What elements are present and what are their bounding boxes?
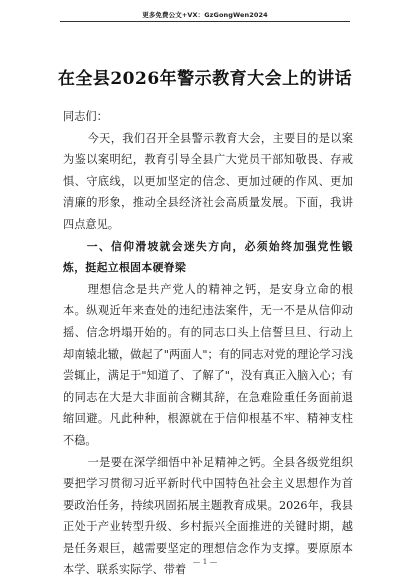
salutation: 同志们：: [63, 106, 353, 128]
paragraph-body-1: 理想信念是共产党人的精神之钙，是安身立命的根本。纵观近年来查处的违纪违法案件，无一不是从信仰动摇、信念坍塌开始的。有的同志口头上信誓旦旦、行动上却南辕北辙，做起了"两面人"；有的同志对党的理论学习浅尝辄止，满足于"知道了、了解了"，没有真正入脑入心；有的同志在大是大非面前含糊其辞，在急难险重任务面前退缩回避。凡此种种，根源就在于信仰根基不牢、精神支柱不稳。: [63, 279, 353, 452]
paragraph-intro: 今天，我们召开全县警示教育大会，主要目的是以案为鉴以案明纪，教育引导全县广大党员干部知敬畏、存戒惧、守底线，以更加坚定的信念、更加过硬的作风、更加清廉的形象，推动全县经济社会高质量发展。下面，我讲四点意见。: [63, 128, 353, 236]
header-divider: [60, 21, 350, 22]
header-note: 更多免费公文+VX：GzGongWen2024: [0, 10, 410, 19]
page-number: — 1 —: [0, 557, 410, 566]
document-title: 在全县2026年警示教育大会上的讲话: [0, 64, 410, 89]
document-body: [63, 106, 353, 581]
paragraph-body-2: 一是要在深学细悟中补足精神之钙。全县各级党组织要把学习贯彻习近平新时代中国特色社会主义思想作为首要政治任务，持续巩固拓展主题教育成果。2026年，我县正处于产业转型升级、乡村振兴全面推进的关键时期，越是任务艰巨，越需要坚定的理想信念作为支撑。要原原本本学、联系实际学、带着: [63, 452, 353, 581]
section-heading: 一、信仰滑坡就会迷失方向，必须始终加强党性锻炼，挺起立根固本硬脊梁: [63, 236, 353, 279]
